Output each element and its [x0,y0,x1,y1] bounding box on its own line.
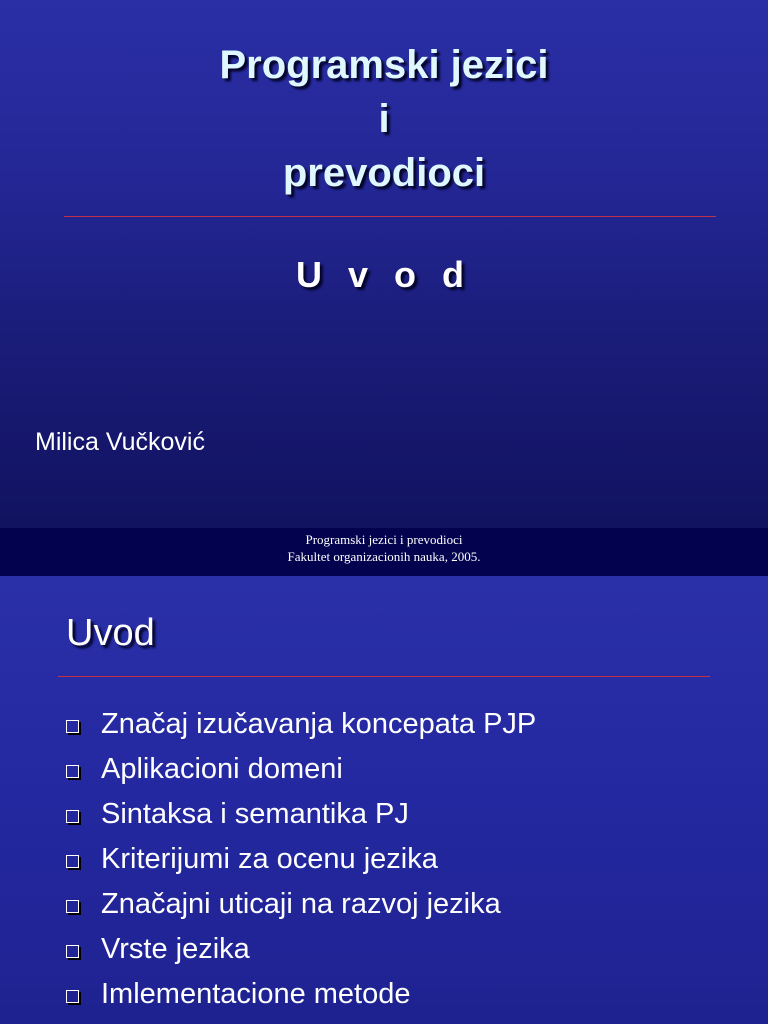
list-item [66,927,536,972]
footer-course: Programski jezici i prevodioci [305,532,463,547]
slide-subtitle: U v o d [295,254,472,295]
list-item-text: Vrste jezika [101,933,250,965]
checkbox-bullet-icon [66,990,79,1003]
checkbox-bullet-icon [66,765,79,778]
footer-faculty: Fakultet organizacionih nauka, 2005. [287,549,481,564]
list-item-text: Značajni uticaji na razvoj jezika [101,888,501,920]
list-item-text: Kriterijumi za ocenu jezika [101,843,438,875]
list-item [66,792,536,837]
checkbox-bullet-icon [66,720,79,733]
list-item-text: Sintaksa i semantika PJ [101,798,409,830]
list-item [66,972,536,1017]
slide-title-line-1: Programski jezici [219,43,549,87]
content-slide-title: Uvod [66,612,155,654]
topic-list [66,702,536,1017]
slide-footer [0,528,768,576]
checkbox-bullet-icon [66,810,79,823]
slide-title-line-2: i [378,97,390,141]
list-item [66,747,536,792]
title-divider [64,216,716,217]
list-item [66,702,536,747]
slide-title [0,38,768,200]
list-item-text: Imlementacione metode [101,978,411,1010]
slide-title-line-3: prevodioci [282,151,486,195]
content-divider [58,676,710,677]
checkbox-bullet-icon [66,900,79,913]
author-name: Milica Vučković [35,428,205,456]
checkbox-bullet-icon [66,945,79,958]
list-item-text: Aplikacioni domeni [101,753,343,785]
list-item-text: Značaj izučavanja koncepata PJP [101,708,537,740]
checkbox-bullet-icon [66,855,79,868]
list-item [66,837,536,882]
list-item [66,882,536,927]
content-slide [0,576,768,1024]
